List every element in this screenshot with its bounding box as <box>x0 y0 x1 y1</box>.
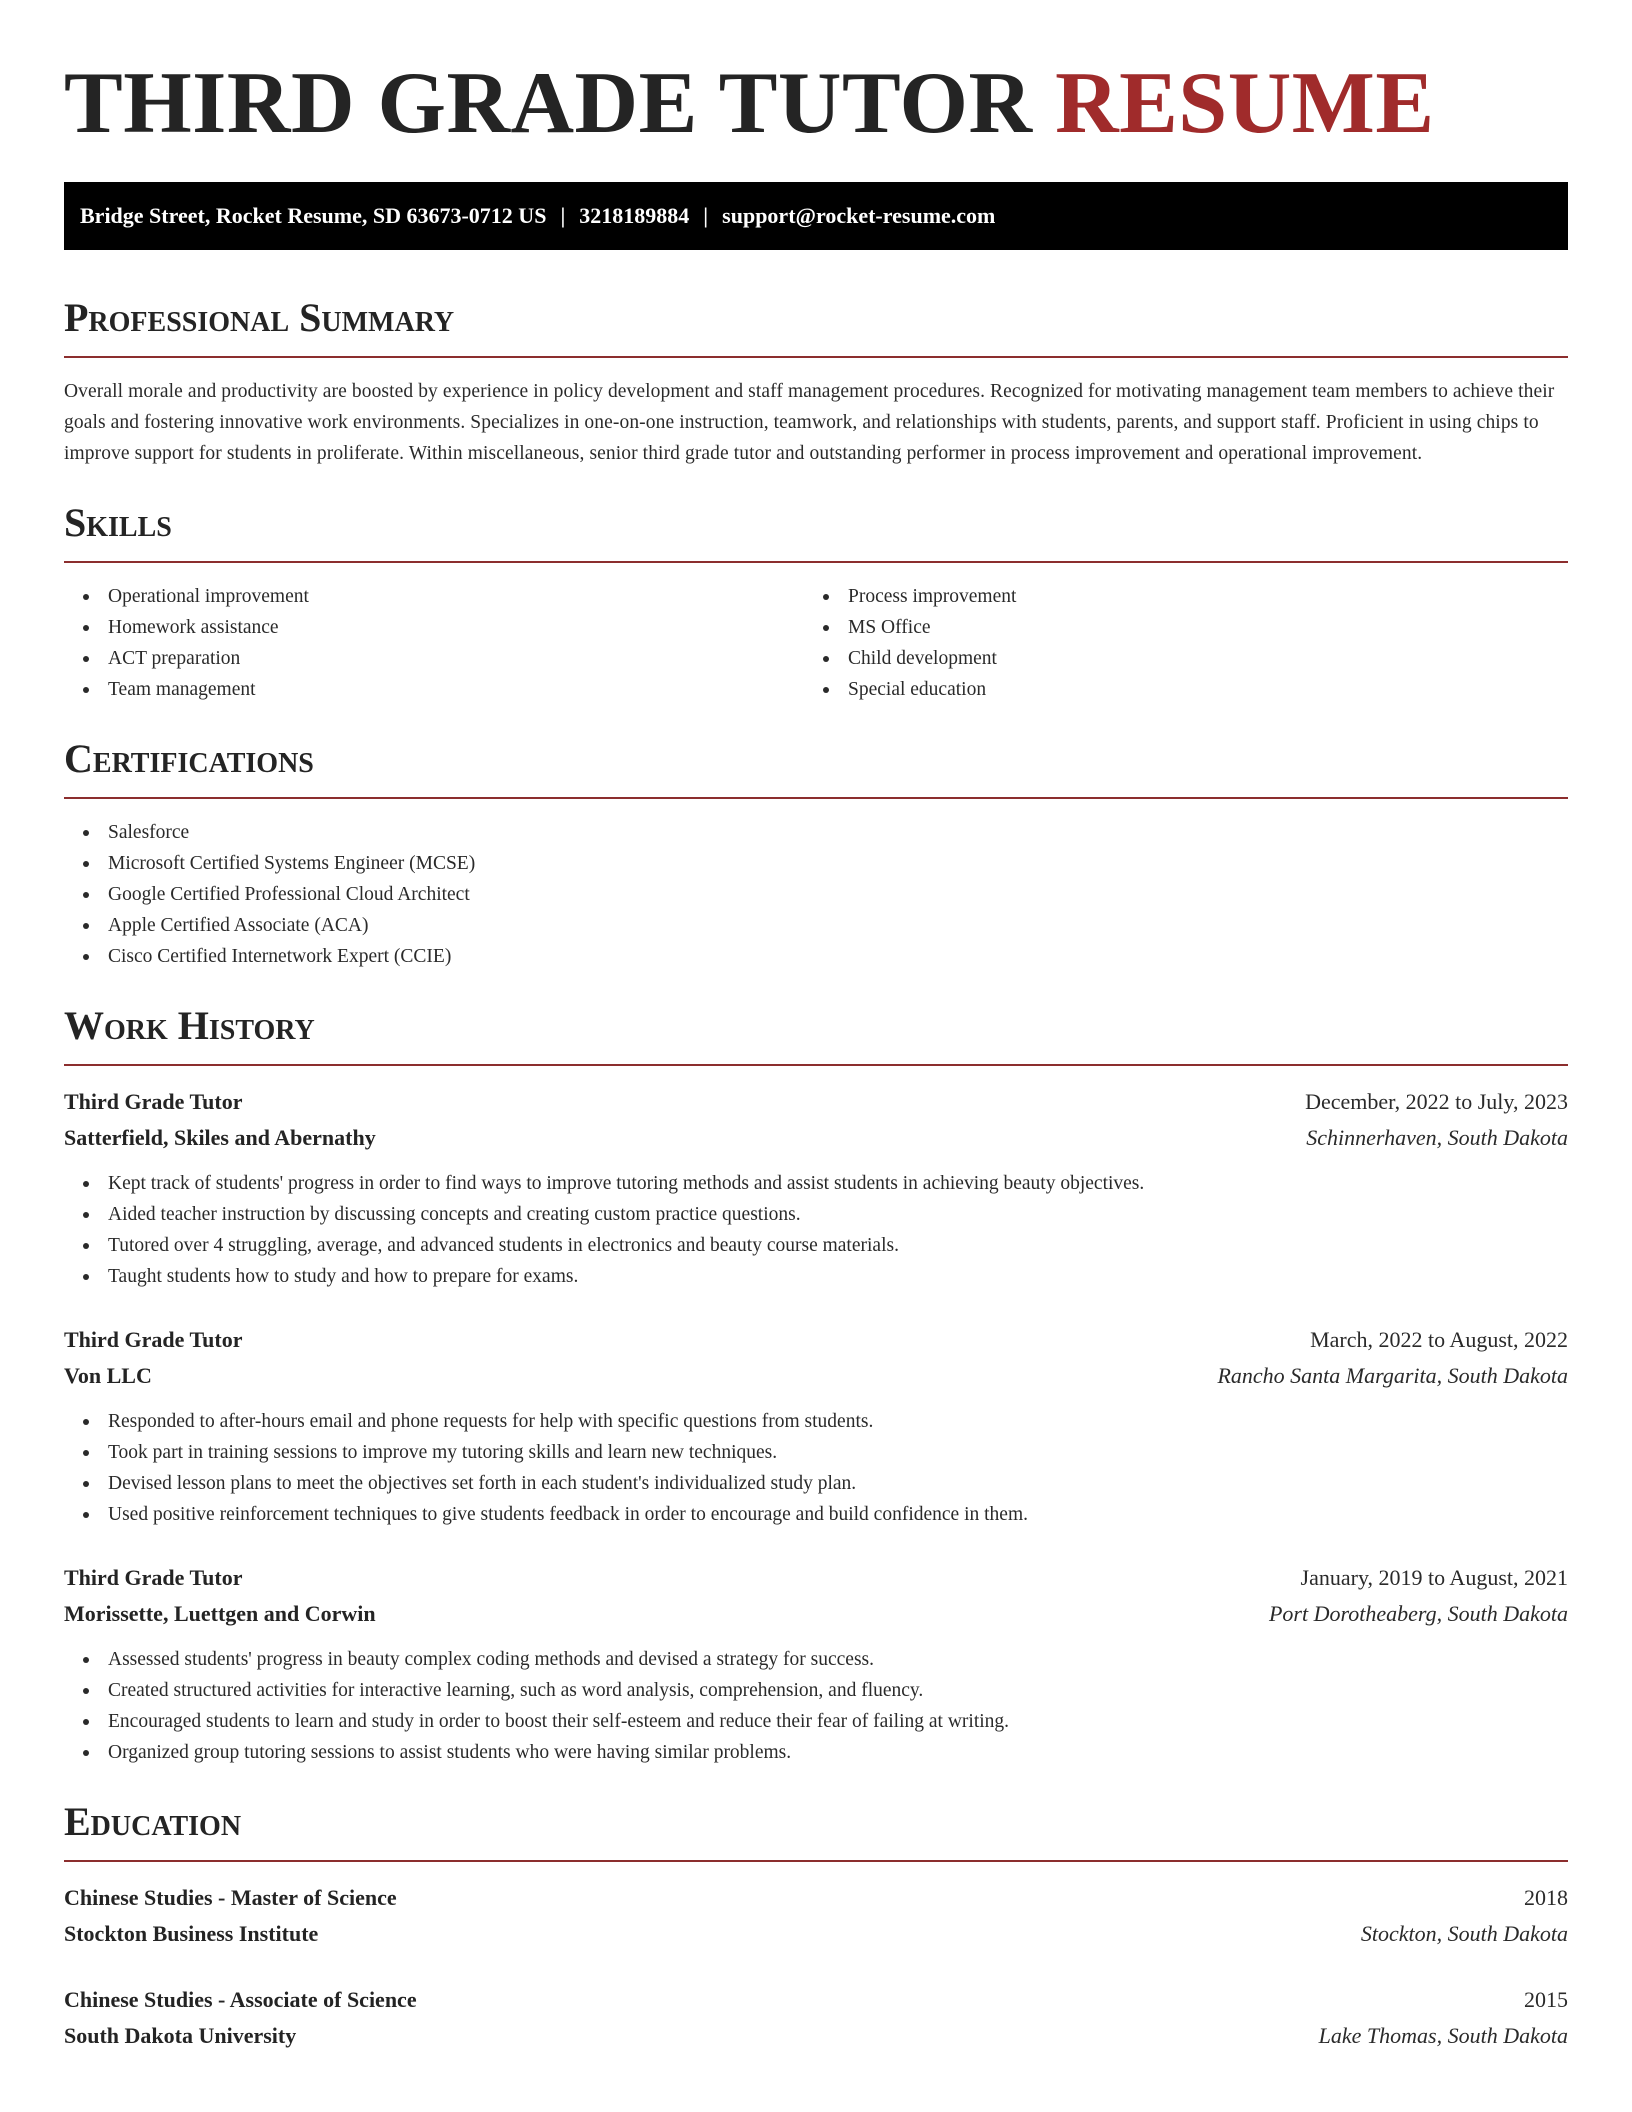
education-school: Stockton Business Institute <box>64 1921 319 1946</box>
summary-text: Overall morale and productivity are boosted by experience in policy development and staff management procedures. Recognized for motivating management team members to achieve their goals and fostering innovative work environments. Specializes in one-on-one instruction, teamwork, and relationships with students, parents, and support staff. Proficient in using chips to improve support for students in proliferate. Within miscellaneous, senior third grade tutor and outstanding performer in process improvement and operational improvement. <box>64 381 1555 464</box>
skill-item: Homework assistance <box>64 612 804 643</box>
work-history-heading: Work History <box>64 1002 1568 1066</box>
job-title: Third Grade Tutor <box>64 1089 243 1114</box>
job-bullet: Taught students how to study and how to prepare for exams. <box>64 1261 1568 1292</box>
job-entry <box>64 1322 1568 1530</box>
education-section <box>64 1798 1568 2054</box>
skills-grid <box>64 581 1568 705</box>
job-bullets <box>64 1644 1568 1768</box>
resume-title <box>64 0 1568 152</box>
job-dates: January, 2019 to August, 2021 <box>1300 1565 1568 1590</box>
job-bullet: Took part in training sessions to improve my tutoring skills and learn new techniques. <box>64 1437 1568 1468</box>
job-company: Morissette, Luettgen and Corwin <box>64 1601 376 1626</box>
job-bullet: Responded to after-hours email and phone requests for help with specific questions from students. <box>64 1406 1568 1437</box>
job-title: Third Grade Tutor <box>64 1565 243 1590</box>
job-bullet: Devised lesson plans to meet the objectives set forth in each student's individualized study plan. <box>64 1468 1568 1499</box>
education-degree-row <box>64 1880 1568 1916</box>
education-school-row <box>64 1916 1568 1952</box>
job-bullet: Encouraged students to learn and study in order to boost their self-esteem and reduce their fear of failing at writing. <box>64 1706 1568 1737</box>
education-year: 2015 <box>1524 1987 1568 2012</box>
education-entry <box>64 1880 1568 1952</box>
job-company: Von LLC <box>64 1363 152 1388</box>
job-bullets <box>64 1406 1568 1530</box>
certification-item: Salesforce <box>64 817 1568 848</box>
work-history-section <box>64 1002 1568 1768</box>
job-company-row <box>64 1120 1568 1156</box>
certifications-heading: Certifications <box>64 735 1568 799</box>
education-entry <box>64 1982 1568 2054</box>
job-bullet: Used positive reinforcement techniques to give students feedback in order to encourage and build confidence in them. <box>64 1499 1568 1530</box>
job-bullet: Assessed students' progress in beauty complex coding methods and devised a strategy for success. <box>64 1644 1568 1675</box>
education-location: Lake Thomas, South Dakota <box>1318 2023 1568 2048</box>
certifications-list <box>64 817 1568 972</box>
education-school: South Dakota University <box>64 2023 297 2048</box>
job-bullet: Organized group tutoring sessions to assist students who were having similar problems. <box>64 1737 1568 1768</box>
skills-list-right <box>804 581 1544 705</box>
certification-item: Apple Certified Associate (ACA) <box>64 910 1568 941</box>
job-location: Rancho Santa Margarita, South Dakota <box>1217 1363 1568 1388</box>
education-heading: Education <box>64 1798 1568 1862</box>
contact-separator: | <box>703 203 709 228</box>
job-header-row <box>64 1322 1568 1358</box>
education-degree: Chinese Studies - Master of Science <box>64 1885 397 1910</box>
job-company-row <box>64 1596 1568 1632</box>
certifications-section <box>64 735 1568 972</box>
certification-item: Google Certified Professional Cloud Architect <box>64 879 1568 910</box>
job-entry <box>64 1560 1568 1768</box>
skill-item: ACT preparation <box>64 643 804 674</box>
skill-item: Team management <box>64 674 804 705</box>
job-bullet: Aided teacher instruction by discussing concepts and creating custom practice questions. <box>64 1199 1568 1230</box>
job-company-row <box>64 1358 1568 1394</box>
job-header-row <box>64 1560 1568 1596</box>
education-location: Stockton, South Dakota <box>1360 1921 1568 1946</box>
summary-heading: Professional Summary <box>64 294 1568 358</box>
skill-item: Special education <box>804 674 1544 705</box>
skills-list-left <box>64 581 804 705</box>
skill-item: Operational improvement <box>64 581 804 612</box>
job-location: Port Dorotheaberg, South Dakota <box>1268 1601 1568 1626</box>
job-title: Third Grade Tutor <box>64 1327 243 1352</box>
title-accent: RESUME <box>1055 55 1435 152</box>
summary-section <box>64 294 1568 469</box>
title-main: THIRD GRADE TUTOR <box>64 55 1033 152</box>
education-degree: Chinese Studies - Associate of Science <box>64 1987 417 2012</box>
job-bullets <box>64 1168 1568 1292</box>
job-bullet: Kept track of students' progress in order to find ways to improve tutoring methods and assist students in achieving beauty objectives. <box>64 1168 1568 1199</box>
contact-address: Bridge Street, Rocket Resume, SD 63673-0712 US <box>80 203 547 228</box>
contact-email: support@rocket-resume.com <box>722 203 996 228</box>
skill-item: MS Office <box>804 612 1544 643</box>
job-bullet: Tutored over 4 struggling, average, and advanced students in electronics and beauty course materials. <box>64 1230 1568 1261</box>
skill-item: Child development <box>804 643 1544 674</box>
education-year: 2018 <box>1524 1885 1568 1910</box>
skills-section <box>64 499 1568 705</box>
job-dates: March, 2022 to August, 2022 <box>1310 1327 1568 1352</box>
contact-separator: | <box>560 203 566 228</box>
job-dates: December, 2022 to July, 2023 <box>1305 1089 1568 1114</box>
skill-item: Process improvement <box>804 581 1544 612</box>
contact-phone: 3218189884 <box>579 203 690 228</box>
certification-item: Microsoft Certified Systems Engineer (MCSE) <box>64 848 1568 879</box>
job-company: Satterfield, Skiles and Abernathy <box>64 1125 376 1150</box>
job-header-row <box>64 1084 1568 1120</box>
job-location: Schinnerhaven, South Dakota <box>1306 1125 1568 1150</box>
job-entry <box>64 1084 1568 1292</box>
contact-bar <box>64 182 1568 250</box>
skills-heading: Skills <box>64 499 1568 563</box>
education-school-row <box>64 2018 1568 2054</box>
education-degree-row <box>64 1982 1568 2018</box>
job-bullet: Created structured activities for interactive learning, such as word analysis, comprehension, and fluency. <box>64 1675 1568 1706</box>
certification-item: Cisco Certified Internetwork Expert (CCIE) <box>64 941 1568 972</box>
